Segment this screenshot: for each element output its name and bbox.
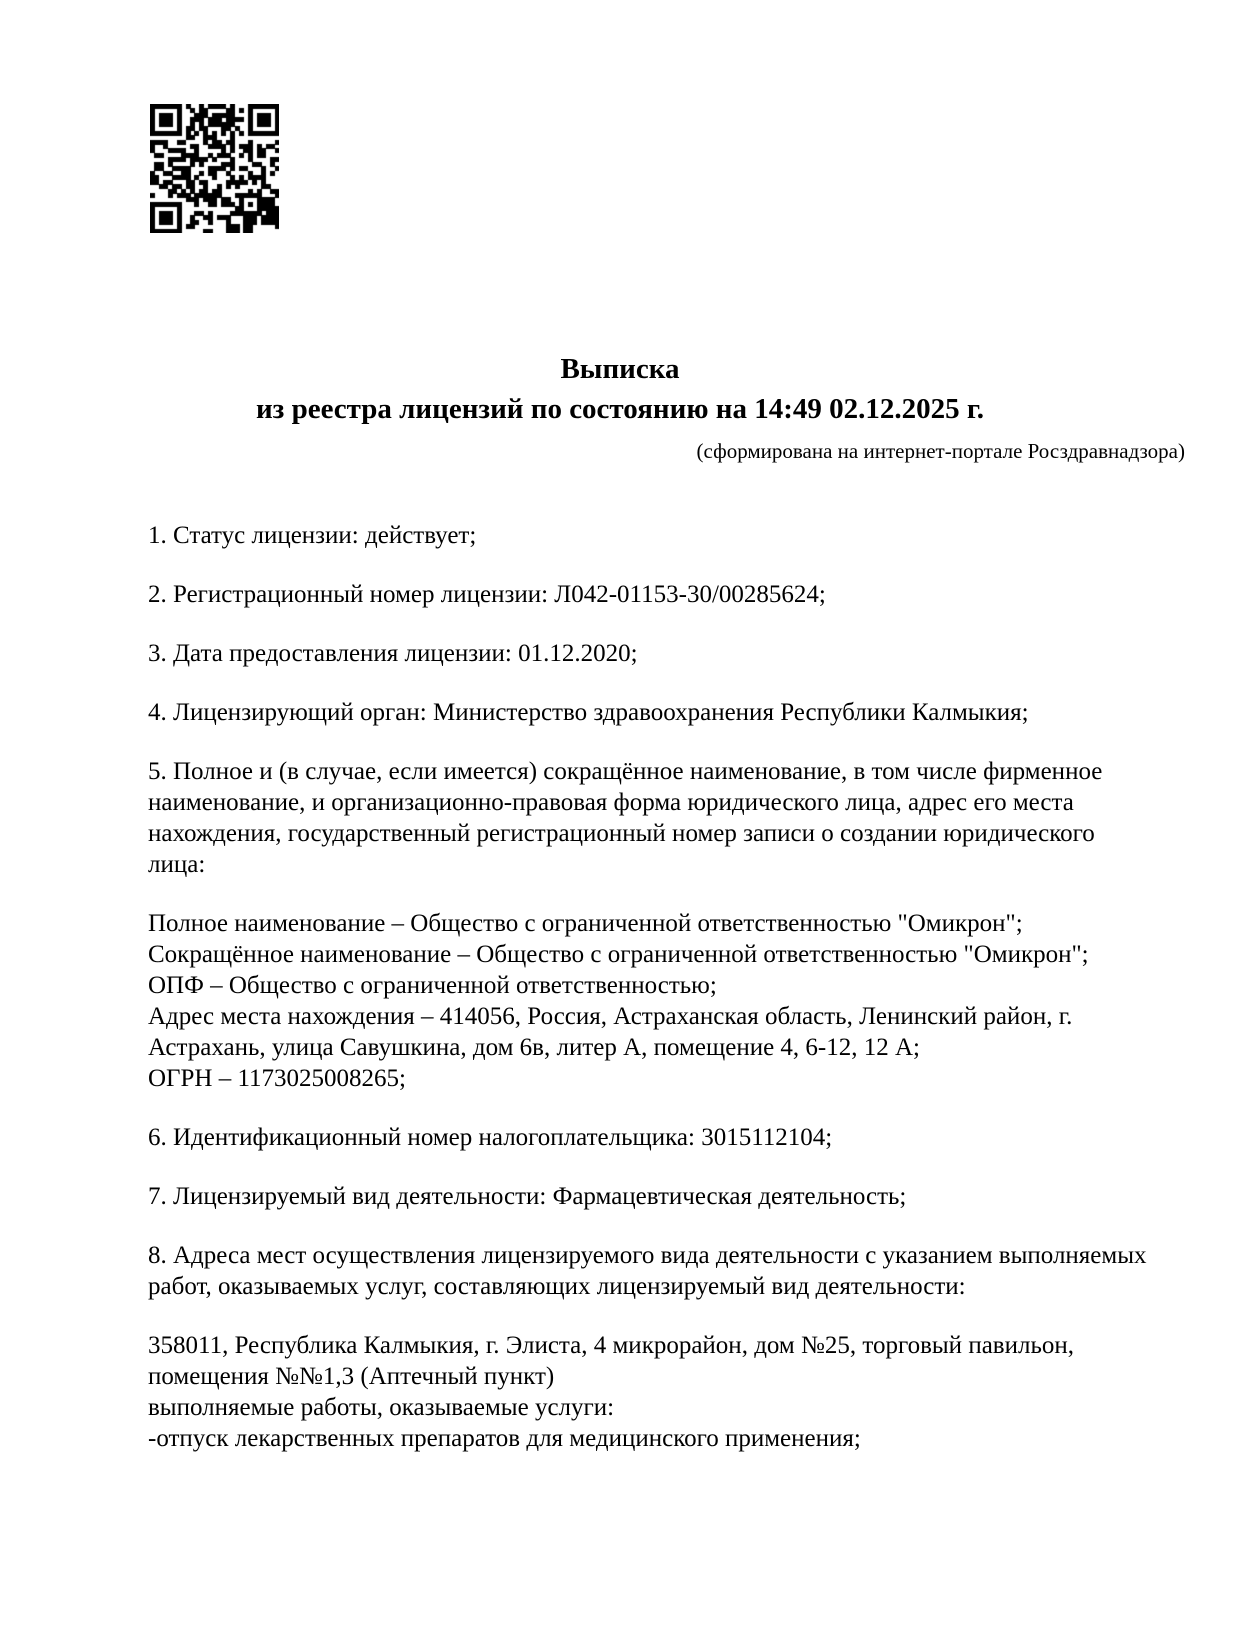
document-body: [148, 520, 1148, 1482]
legal-address-line: Адрес места нахождения – 414056, Россия, Астраханская область, Ленинский район, г. Астрахань, улица Савушкина, дом 6в, литер А, помещение 4, 6-12, 12 А;: [148, 1003, 1073, 1061]
activity-address-details: [148, 1330, 1148, 1454]
entity-info-heading: 5. Полное и (в случае, если имеется) сокращённое наименование, в том числе фирменное наименование, и организационно-правовая форма юридического лица, адрес его места нахождения, государственный регистрационный номер записи о создании юридического лица:: [148, 758, 1103, 878]
grant-date: 3. Дата предоставления лицензии: 01.12.2020;: [148, 640, 638, 667]
services-heading-line: выполняемые работы, оказываемые услуги:: [148, 1394, 615, 1421]
service-item-line: -отпуск лекарственных препаратов для медицинского применения;: [148, 1425, 861, 1452]
company-details: [148, 908, 1148, 1094]
full-name-line: Полное наименование – Общество с ограниченной ответственностью "Омикрон";: [148, 910, 1023, 937]
document-title: [0, 349, 1240, 429]
qr-code: [150, 104, 279, 233]
activity-type: 7. Лицензируемый вид деятельности: Фармацевтическая деятельность;: [148, 1183, 907, 1210]
activity-address-line: 358011, Республика Калмыкия, г. Элиста, 4 микрорайон, дом №25, торговый павильон, помещения №№1,3 (Аптечный пункт): [148, 1332, 1074, 1390]
license-status: 1. Статус лицензии: действует;: [148, 522, 477, 549]
document-subtitle: (сформирована на интернет-портале Росздравнадзора): [696, 439, 1185, 463]
short-name-line: Сокращённое наименование – Общество с ограниченной ответственностью "Омикрон";: [148, 941, 1089, 968]
taxpayer-number: 6. Идентификационный номер налогоплательщика: 3015112104;: [148, 1124, 833, 1151]
licensing-authority: 4. Лицензирующий орган: Министерство здравоохранения Республики Калмыкия;: [148, 699, 1029, 726]
title-line1: Выписка: [560, 353, 680, 385]
registration-number: 2. Регистрационный номер лицензии: Л042-01153-30/00285624;: [148, 581, 826, 608]
legal-form-line: ОПФ – Общество с ограниченной ответственностью;: [148, 972, 717, 999]
addresses-heading: 8. Адреса мест осуществления лицензируемого вида деятельности с указанием выполняемых работ, оказываемых услуг, составляющих лицензируемый вид деятельности:: [148, 1242, 1147, 1300]
ogrn-line: ОГРН – 1173025008265;: [148, 1065, 406, 1092]
title-line2: из реестра лицензий по состоянию на 14:49 02.12.2025 г.: [255, 393, 985, 425]
